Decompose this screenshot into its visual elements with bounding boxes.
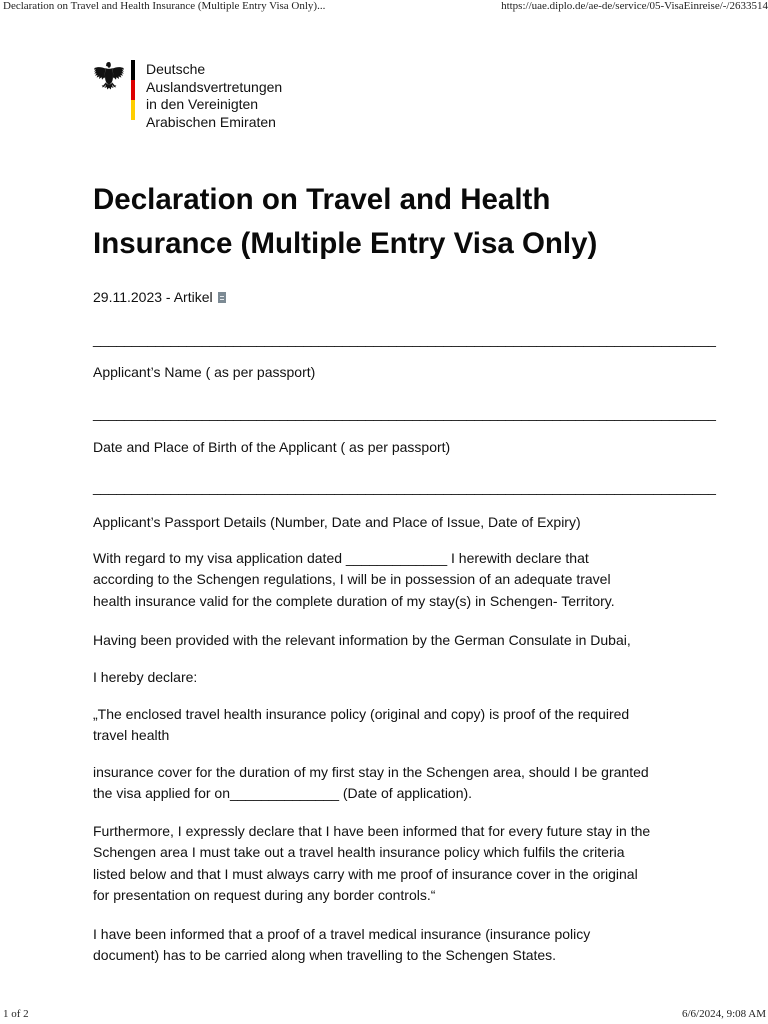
page-title [93, 178, 713, 266]
federal-eagle-icon [93, 60, 125, 94]
blank-line-passport: ________________________________________________________________________________ [93, 479, 716, 495]
paragraph-line: health insurance valid for the complete duration of my stay(s) in Schengen- Territory. [93, 592, 615, 609]
print-footer [0, 1008, 768, 1022]
print-header-title: Declaration on Travel and Health Insurance (Multiple Entry Visa Only)... [3, 0, 326, 12]
paragraph-line: I have been informed that a proof of a travel medical insurance (insurance policy [93, 926, 591, 942]
print-header [0, 0, 768, 14]
paragraph-line: for presentation on request during any border controls.“ [93, 887, 436, 904]
logo-line: in den Vereinigten [146, 96, 259, 112]
paragraph-line: Furthermore, I expressly declare that I have been informed that for every future stay in the [93, 823, 651, 839]
declaration-paragraph-7 [93, 924, 703, 967]
paragraph-line: document) has to be carried along when travelling to the Schengen States. [93, 947, 557, 964]
declaration-paragraph-1 [93, 548, 703, 612]
embassy-logo[interactable] [93, 60, 393, 130]
article-date: 29.11.2023 - Artikel [93, 289, 213, 305]
paragraph-line: the visa applied for on______________ (Date of application). [93, 785, 473, 802]
print-header-url: https://uae.diplo.de/ae-de/service/05-VisaEinreise/-/2633514 [501, 0, 768, 12]
logo-line: Deutsche [146, 61, 206, 77]
declaration-paragraph-2 [93, 630, 703, 651]
flag-stripe-black [131, 60, 135, 80]
declaration-paragraph-6 [93, 821, 703, 907]
page-count: 1 of 2 [3, 1008, 29, 1020]
document-icon [218, 292, 226, 303]
page-title-line: Insurance (Multiple Entry Visa Only) [93, 227, 598, 260]
paragraph-line: listed below and that I must always carry with me proof of insurance cover in the original [93, 865, 638, 882]
paragraph-line: insurance cover for the duration of my first stay in the Schengen area, should I be granted [93, 764, 649, 780]
blank-line-birth: ________________________________________________________________________________ [93, 405, 716, 421]
paragraph-line: according to the Schengen regulations, I will be in possession of an adequate travel [93, 571, 611, 588]
flag-stripe-red [131, 80, 135, 100]
page-title-line: Declaration on Travel and Health [93, 183, 551, 216]
applicant-name-label: Applicant’s Name ( as per passport) [93, 364, 316, 380]
passport-details-label: Applicant’s Passport Details (Number, Date and Place of Issue, Date of Expiry) [93, 514, 581, 530]
paragraph-line: Schengen area I must take out a travel health insurance policy which fulfils the criteria [93, 844, 625, 861]
paragraph-line: travel health [93, 727, 170, 744]
declaration-paragraph-3 [93, 667, 703, 688]
logo-line: Arabischen Emiraten [146, 113, 276, 130]
blank-line-name: ________________________________________________________________________________ [93, 331, 716, 347]
logo-line: Auslandsvertretungen [146, 78, 283, 95]
print-datetime: 6/6/2024, 9:08 AM [681, 1008, 766, 1020]
flag-stripe-gold [131, 100, 135, 120]
paragraph-line: With regard to my visa application dated _____________ I herewith declare that [93, 550, 589, 566]
paragraph-line: Having been provided with the relevant information by the German Consulate in Dubai, [93, 632, 631, 648]
paragraph-line: „The enclosed travel health insurance policy (original and copy) is proof of the required [93, 706, 630, 722]
birth-details-label: Date and Place of Birth of the Applicant ( as per passport) [93, 439, 451, 455]
article-meta [93, 287, 226, 307]
declaration-paragraph-4 [93, 704, 703, 747]
paragraph-line: I hereby declare: [93, 669, 198, 685]
declaration-paragraph-5 [93, 762, 703, 805]
german-flag-bar [131, 60, 135, 120]
logo-text [146, 61, 282, 131]
